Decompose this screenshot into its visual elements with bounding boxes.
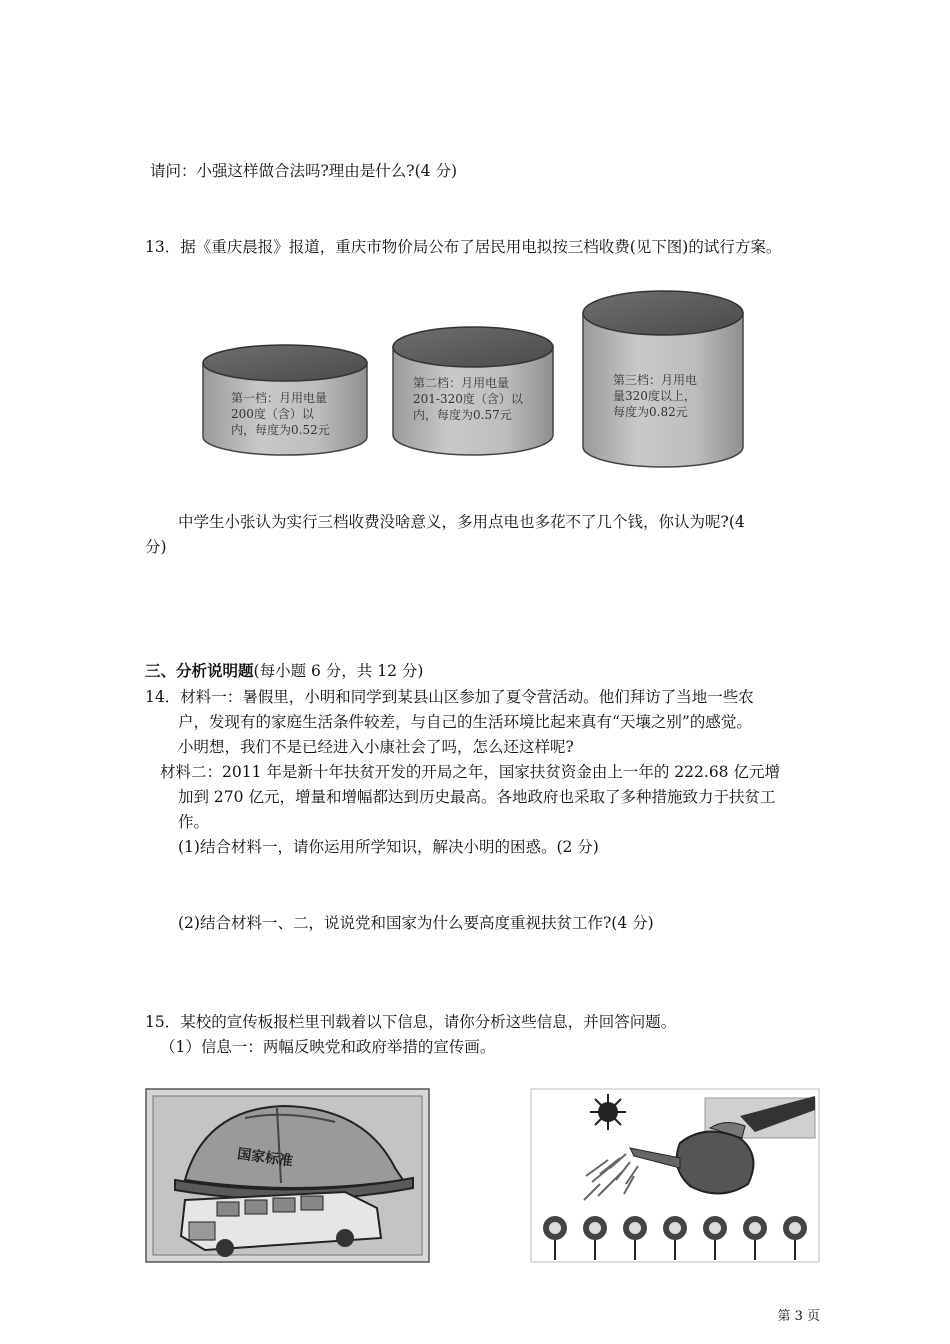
page-number: 第 3 页 — [777, 1309, 820, 1324]
q13-question-line-2: 分) — [145, 538, 167, 556]
q14-sub-question-1: (1)结合材料一，请你运用所学知识，解决小明的困惑。(2 分) — [178, 838, 599, 856]
section-3-title: 三、分析说明题 — [145, 661, 254, 680]
tier-2-line-1: 第二档：月用电量 — [413, 376, 510, 390]
q14-material-1-line-1: 14．材料一：暑假里，小明和同学到某县山区参加了夏令营活动。他们拜访了当地一些农 — [145, 688, 754, 706]
tier-2-cylinder — [393, 327, 553, 455]
q14-sub-question-2: (2)结合材料一、二，说说党和国家为什么要高度重视扶贫工作?(4 分) — [178, 914, 654, 932]
section-3-note: (每小题 6 分，共 12 分) — [253, 662, 424, 680]
tier-3-cylinder — [583, 291, 743, 467]
helmet-bus-poster — [145, 1088, 430, 1263]
q12-question: 请问：小强这样做合法吗?理由是什么?(4 分) — [150, 162, 458, 180]
helmet-label: 国家标准 — [236, 1146, 294, 1170]
tier-1-line-1: 第一档：月用电量 — [231, 391, 328, 405]
q14-material-1-line-3: 小明想，我们不是已经进入小康社会了吗，怎么还这样呢? — [178, 738, 574, 756]
tier-1-line-2: 200度（含）以 — [231, 407, 314, 421]
q14-material-2-line-3: 作。 — [178, 813, 210, 831]
watering-flowers-poster — [530, 1088, 820, 1263]
q13-question-line-1: 中学生小张认为实行三档收费没啥意义，多用点电也多花不了几个钱，你认为呢?(4 — [178, 513, 745, 531]
q14-material-2-line-1: 材料二：2011 年是新十年扶贫开发的开局之年，国家扶贫资金由上一年的 222.68 亿元增 — [160, 763, 780, 781]
tier-2-line-3: 内，每度为0.57元 — [413, 408, 512, 422]
tier-1-cylinder — [203, 345, 367, 455]
sun-icon — [590, 1094, 626, 1130]
tier-2-line-2: 201-320度（含）以 — [413, 392, 523, 406]
tier-cylinders-figure — [195, 285, 755, 485]
q14-material-2-line-2: 加到 270 亿元，增量和增幅都达到历史最高。各地政府也采取了多种措施致力于扶贫工 — [178, 788, 776, 806]
q15-info-1: （1）信息一：两幅反映党和政府举措的宣传画。 — [160, 1038, 496, 1056]
tier-3-line-1: 第三档：月用电 — [613, 373, 698, 387]
tier-1-line-3: 内，每度为0.52元 — [231, 423, 330, 437]
tier-3-line-2: 量320度以上， — [613, 389, 696, 403]
tier-3-line-3: 每度为0.82元 — [613, 405, 688, 419]
q15-stem: 15．某校的宣传板报栏里刊载着以下信息，请你分析这些信息，并回答问题。 — [145, 1013, 677, 1031]
q13-stem: 13．据《重庆晨报》报道，重庆市物价局公布了居民用电拟按三档收费(见下图)的试行方案。 — [145, 238, 782, 256]
q14-material-1-line-2: 户，发现有的家庭生活条件较差，与自己的生活环境比起来真有“天壤之别”的感觉。 — [178, 713, 752, 731]
section-3-heading — [145, 660, 423, 682]
